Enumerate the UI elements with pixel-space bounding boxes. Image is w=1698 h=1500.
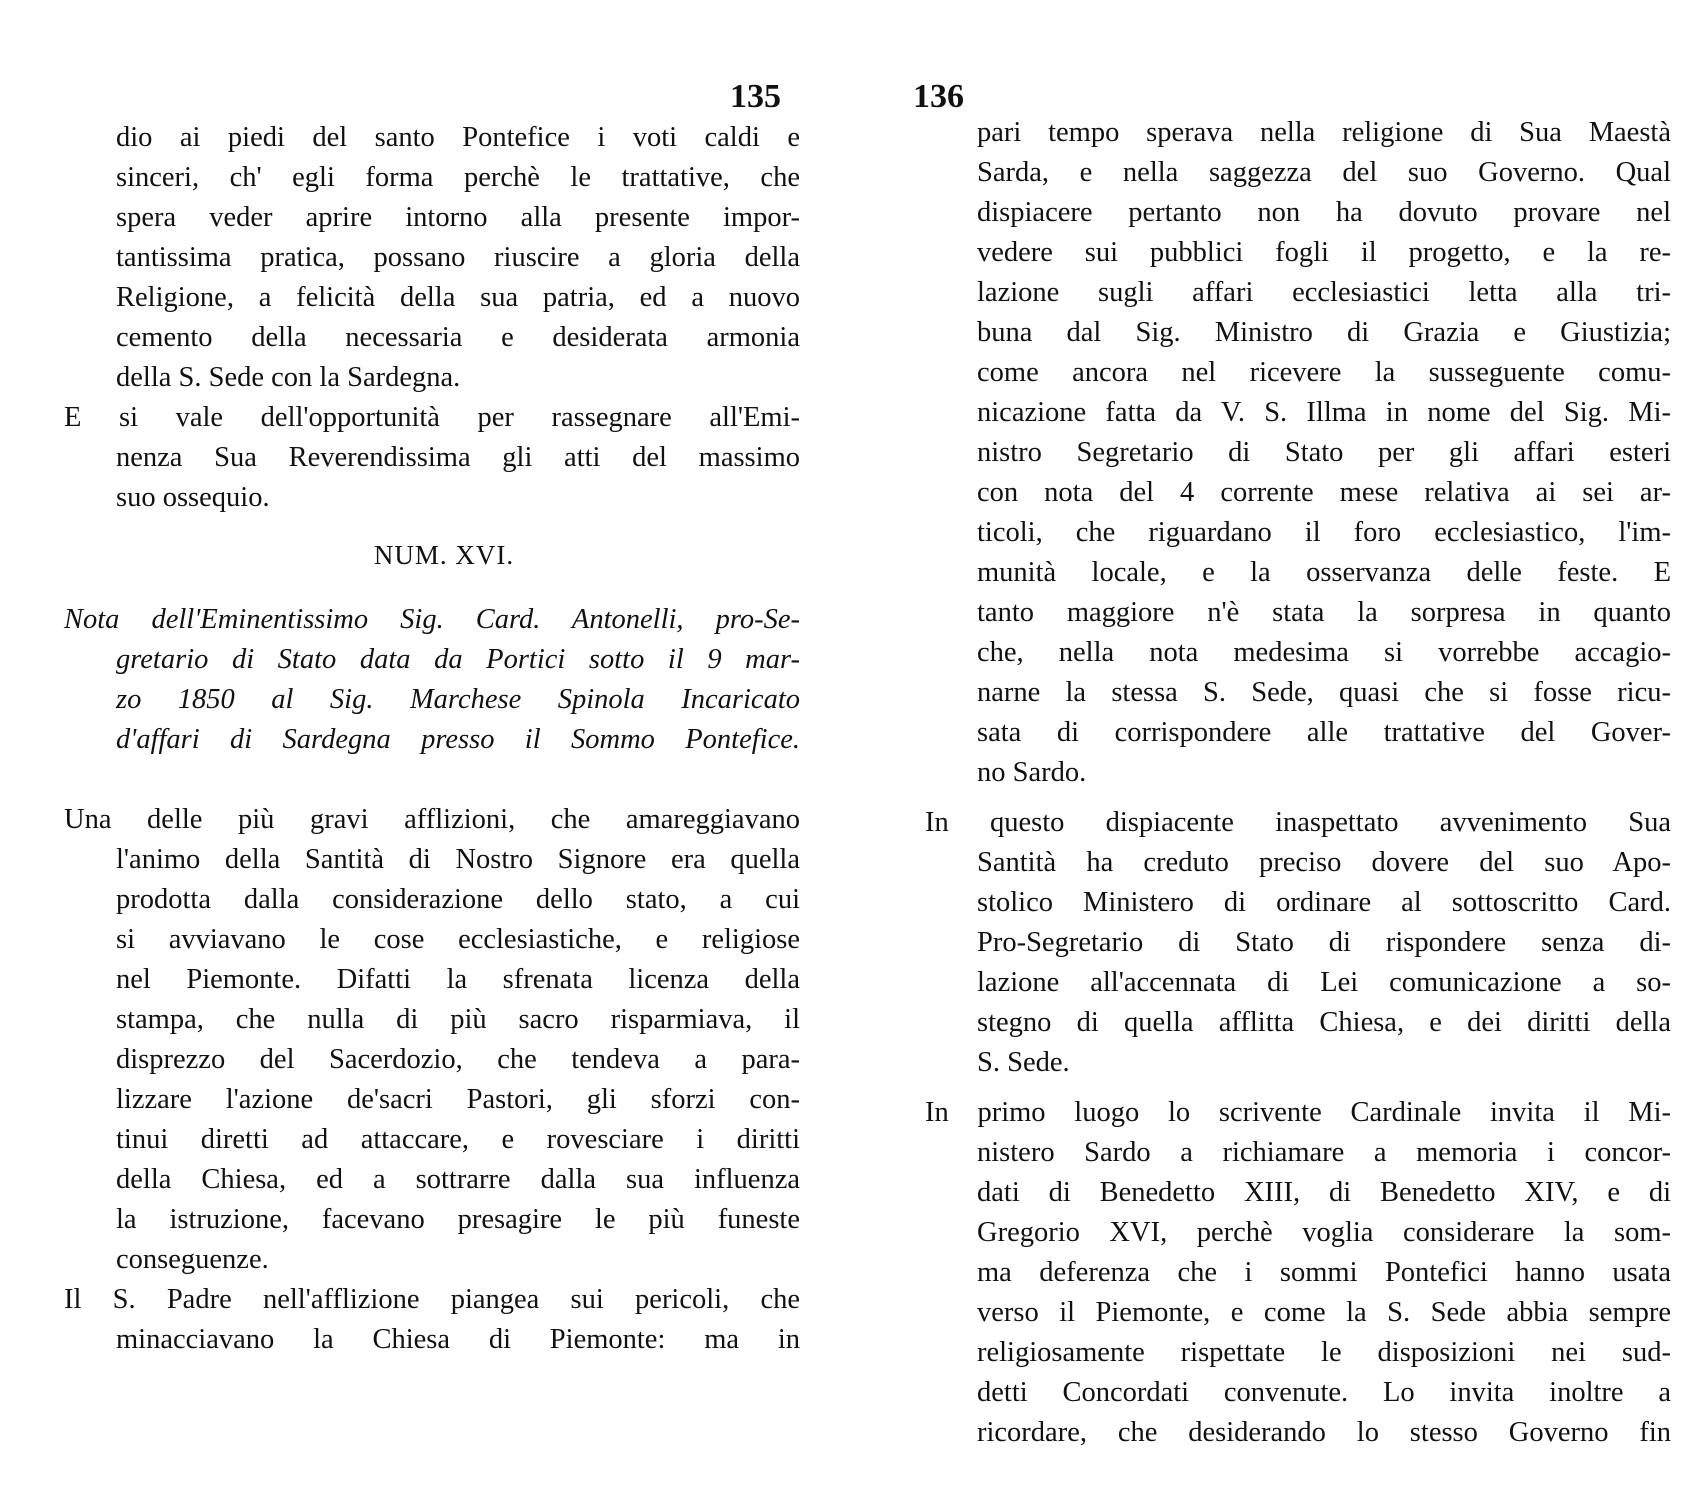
text-line: Il S. Padre nell'afflizione piangea sui pericoli, che <box>64 1284 800 1315</box>
text-line: S. Sede. <box>977 1047 1070 1078</box>
text-line: prodotta dalla considerazione dello stato, a cui <box>116 884 800 915</box>
text-line: In primo luogo lo scrivente Cardinale invita il Mi- <box>925 1097 1671 1128</box>
text-line: munità locale, e la osservanza delle feste. E <box>977 557 1671 588</box>
text-line: ricordare, che desiderando lo stesso Governo fin <box>977 1417 1671 1448</box>
text-line: nicazione fatta da V. S. Illma in nome del Sig. Mi- <box>977 397 1671 428</box>
text-line: nistero Sardo a richiamare a memoria i concor- <box>977 1137 1671 1168</box>
text-line: Sarda, e nella saggezza del suo Governo. Qual <box>977 157 1671 188</box>
text-line: E si vale dell'opportunità per rassegnare all'Emi- <box>64 402 800 433</box>
text-line: Religione, a felicità della sua patria, ed a nuovo <box>116 282 800 313</box>
text-line: nistro Segretario di Stato per gli affari esteri <box>977 437 1671 468</box>
text-line: Gregorio XVI, perchè voglia considerare la som- <box>977 1217 1671 1248</box>
text-line: stegno di quella afflitta Chiesa, e dei diritti della <box>977 1007 1671 1038</box>
text-line: Santità ha creduto preciso dovere del suo Apo- <box>977 847 1671 878</box>
text-line: religiosamente rispettate le disposizioni nei sud- <box>977 1337 1671 1368</box>
text-line: della Chiesa, ed a sottrarre dalla sua influenza <box>116 1164 800 1195</box>
text-line: che, nella nota medesima si vorrebbe accagio- <box>977 637 1671 668</box>
text-line: no Sardo. <box>977 757 1087 788</box>
text-line: narne la stessa S. Sede, quasi che si fosse ricu- <box>977 677 1671 708</box>
text-line: Pro-Segretario di Stato di rispondere senza di- <box>977 927 1671 958</box>
text-line: della S. Sede con la Sardegna. <box>116 362 461 393</box>
text-line: vedere sui pubblici fogli il progetto, e la re- <box>977 237 1671 268</box>
text-line: lizzare l'azione de'sacri Pastori, gli sforzi con- <box>116 1084 800 1115</box>
text-line: minacciavano la Chiesa di Piemonte: ma in <box>116 1324 800 1355</box>
text-line: come ancora nel ricevere la susseguente comu- <box>977 357 1671 388</box>
text-line: suo ossequio. <box>116 482 270 513</box>
text-line: dati di Benedetto XIII, di Benedetto XIV, e di <box>977 1177 1671 1208</box>
text-line: sinceri, ch' egli forma perchè le trattative, che <box>116 162 800 193</box>
text-line: Una delle più gravi afflizioni, che amareggiavano <box>64 804 800 835</box>
text-line: buna dal Sig. Ministro di Grazia e Giustizia; <box>977 317 1671 348</box>
note-line: Nota dell'Eminentissimo Sig. Card. Antonelli, pro-Se- <box>64 604 800 635</box>
text-line: disprezzo del Sacerdozio, che tendeva a para- <box>116 1044 800 1075</box>
text-line: tinui diretti ad attaccare, e rovesciare i diritti <box>116 1124 800 1155</box>
left-page-text <box>48 118 800 1360</box>
note-line: zo 1850 al Sig. Marchese Spinola Incaricato <box>116 684 800 715</box>
text-line: nel Piemonte. Difatti la sfrenata licenza della <box>116 964 800 995</box>
text-line: la istruzione, facevano presagire le più funeste <box>116 1204 800 1235</box>
note-line: gretario di Stato data da Portici sotto il 9 mar- <box>116 644 800 675</box>
text-line: dio ai piedi del santo Pontefice i voti caldi e <box>116 122 800 153</box>
text-line: si avviavano le cose ecclesiastiche, e religiose <box>116 924 800 955</box>
text-line: lazione all'accennata di Lei comunicazione a so- <box>977 967 1671 998</box>
text-line: nenza Sua Reverendissima gli atti del massimo <box>116 442 800 473</box>
page-number: 135 <box>730 78 781 115</box>
right-page-text <box>909 113 1671 1453</box>
text-line: l'animo della Santità di Nostro Signore era quella <box>116 844 800 875</box>
text-line: pari tempo sperava nella religione di Sua Maestà <box>977 117 1671 148</box>
text-line: detti Concordati convenute. Lo invita inoltre a <box>977 1377 1671 1408</box>
note-heading <box>48 600 800 760</box>
note-line: d'affari di Sardegna presso il Sommo Pontefice. <box>116 724 800 755</box>
text-line: lazione sugli affari ecclesiastici letta alla tri- <box>977 277 1671 308</box>
text-line: tantissima pratica, possano riuscire a gloria della <box>116 242 800 273</box>
text-line: ma deferenza che i sommi Pontefici hanno usata <box>977 1257 1671 1288</box>
text-line: In questo dispiacente inaspettato avvenimento Sua <box>925 807 1671 838</box>
text-line: stolico Ministero di ordinare al sottoscritto Card. <box>977 887 1671 918</box>
section-heading: NUM. XVI. <box>373 540 515 570</box>
text-line: con nota del 4 corrente mese relativa ai sei ar- <box>977 477 1671 508</box>
text-line: tanto maggiore n'è stata la sorpresa in quanto <box>977 597 1671 628</box>
text-line: dispiacere pertanto non ha dovuto provare nel <box>977 197 1671 228</box>
text-line: cemento della necessaria e desiderata armonia <box>116 322 800 353</box>
text-line: spera veder aprire intorno alla presente impor- <box>116 202 800 233</box>
page-number: 136 <box>913 78 964 115</box>
text-line: stampa, che nulla di più sacro risparmiava, il <box>116 1004 800 1035</box>
text-line: verso il Piemonte, e come la S. Sede abbia sempre <box>977 1297 1671 1328</box>
text-line: ticoli, che riguardano il foro ecclesiastico, l'im- <box>977 517 1671 548</box>
text-line: sata di corrispondere alle trattative del Gover- <box>977 717 1671 748</box>
text-line: conseguenze. <box>116 1244 269 1275</box>
